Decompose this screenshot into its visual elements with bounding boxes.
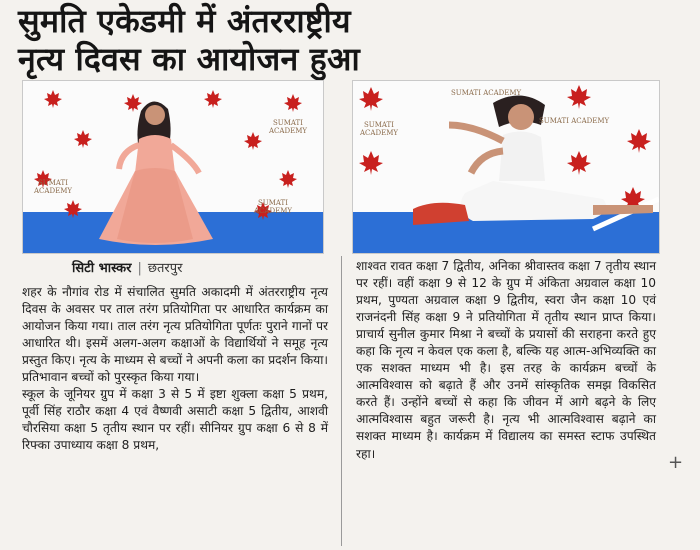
column-divider xyxy=(341,256,342,546)
photo-right-illustration xyxy=(353,81,659,253)
crosshair-cursor-icon: + xyxy=(668,452,684,473)
photo-girl-seated-pose xyxy=(352,80,660,254)
photo-left-illustration xyxy=(23,81,323,253)
headline-line-1: सुमति एकेडमी में अंतरराष्ट्रीय xyxy=(18,2,351,40)
article-paragraph: शाश्वत रावत कक्षा 7 द्वितीय, अनिका श्रीवास्तव कक्षा 7 तृतीय स्थान पर रहीं। वहीं कक्षा 9 से 12 के ग्रुप में अंकिता अग्रवाल कक्षा 10 प्रथम, पुण्यता अग्रवाल कक्षा 9 द्वितीय, स्वरा जैन कक्षा 10 एवं राजनंदनी सिंह कक्षा 9 ने प्रतियोगिता में तृतीय स्थान प्राप्त किया। प्राचार्य सुनील कुमार मिश्रा ने बच्चों के प्रयासों की सराहना करते हुए कहा कि नृत्य न केवल एक कला है, बल्कि यह आत्म-अभिव्यक्ति का एक सशक्त माध्यम भी है। इस तरह के कार्यक्रम बच्चों के आत्मविश्वास को बढ़ाते हैं और उनमें सांस्कृतिक समझ विकसित करते हैं। उन्होंने बच्चों से कहा कि जीवन में आगे बढ़ने के लिए आत्मविश्वास बहुत जरूरी है। नृत्य भी आत्मविश्वास बढ़ाने का सशक्त माध्यम है। कार्यक्रम में विद्यालय का समस्त स्टाफ उपस्थित रहा। xyxy=(356,259,656,461)
article-paragraph: स्कूल के जूनियर ग्रुप में कक्षा 3 से 5 में इष्टा शुक्ला कक्षा 5 प्रथम, पूर्वी सिंह राठौर कक्षा 4 एवं वैष्णवी असाटी कक्षा 5 द्वितीय, आशवी चौरसिया कक्षा 5 तृतीय स्थान पर रहीं। सीनियर ग्रुप कक्षा 6 से 8 में रिफ्का उपाध्याय कक्षा 8 प्रथम, xyxy=(22,387,328,453)
dancer-girl-left xyxy=(99,101,213,245)
article-paragraph: शहर के नौगांव रोड में संचालित सुमति अकादमी में अंतरराष्ट्रीय नृत्य दिवस के अवसर पर ताल तरंग प्रतियोगिता पर आधारित कार्यक्रम का आयोजन किया गया। ताल तरंग नृत्य प्रतियोगिता पूर्णतः पुराने गानों पर आधारित थी। इसमें अलग-अलग कक्षाओं के विद्यार्थियों ने समूह नृत्य प्रस्तुत किए। नृत्य के माध्यम से बच्चों ने अपनी कला का प्रदर्शन किया। प्रतिभावान बच्चों को पुरस्कृत किया गया। xyxy=(22,285,328,385)
academy-logo: SUMATI ACADEMY xyxy=(539,117,610,125)
academy-logo: SUMATI ACADEMY xyxy=(254,199,292,215)
dancer-girl-right xyxy=(413,95,653,225)
photo-girl-in-gown xyxy=(22,80,324,254)
byline xyxy=(72,258,342,276)
article-column-right xyxy=(356,258,656,463)
academy-logo: SUMATI ACADEMY xyxy=(360,121,398,137)
byline-source: सिटी भास्कर xyxy=(72,261,132,276)
byline-place: छतरपुर xyxy=(147,261,183,276)
academy-logo: SUMATI ACADEMY xyxy=(34,179,72,195)
article-column-left xyxy=(22,284,328,454)
academy-logo: SUMATI ACADEMY xyxy=(269,119,307,135)
byline-separator: | xyxy=(137,261,142,276)
headline xyxy=(18,2,682,78)
academy-logo: SUMATI ACADEMY xyxy=(451,89,522,97)
headline-line-2: नृत्य दिवस का आयोजन हुआ xyxy=(18,40,360,78)
